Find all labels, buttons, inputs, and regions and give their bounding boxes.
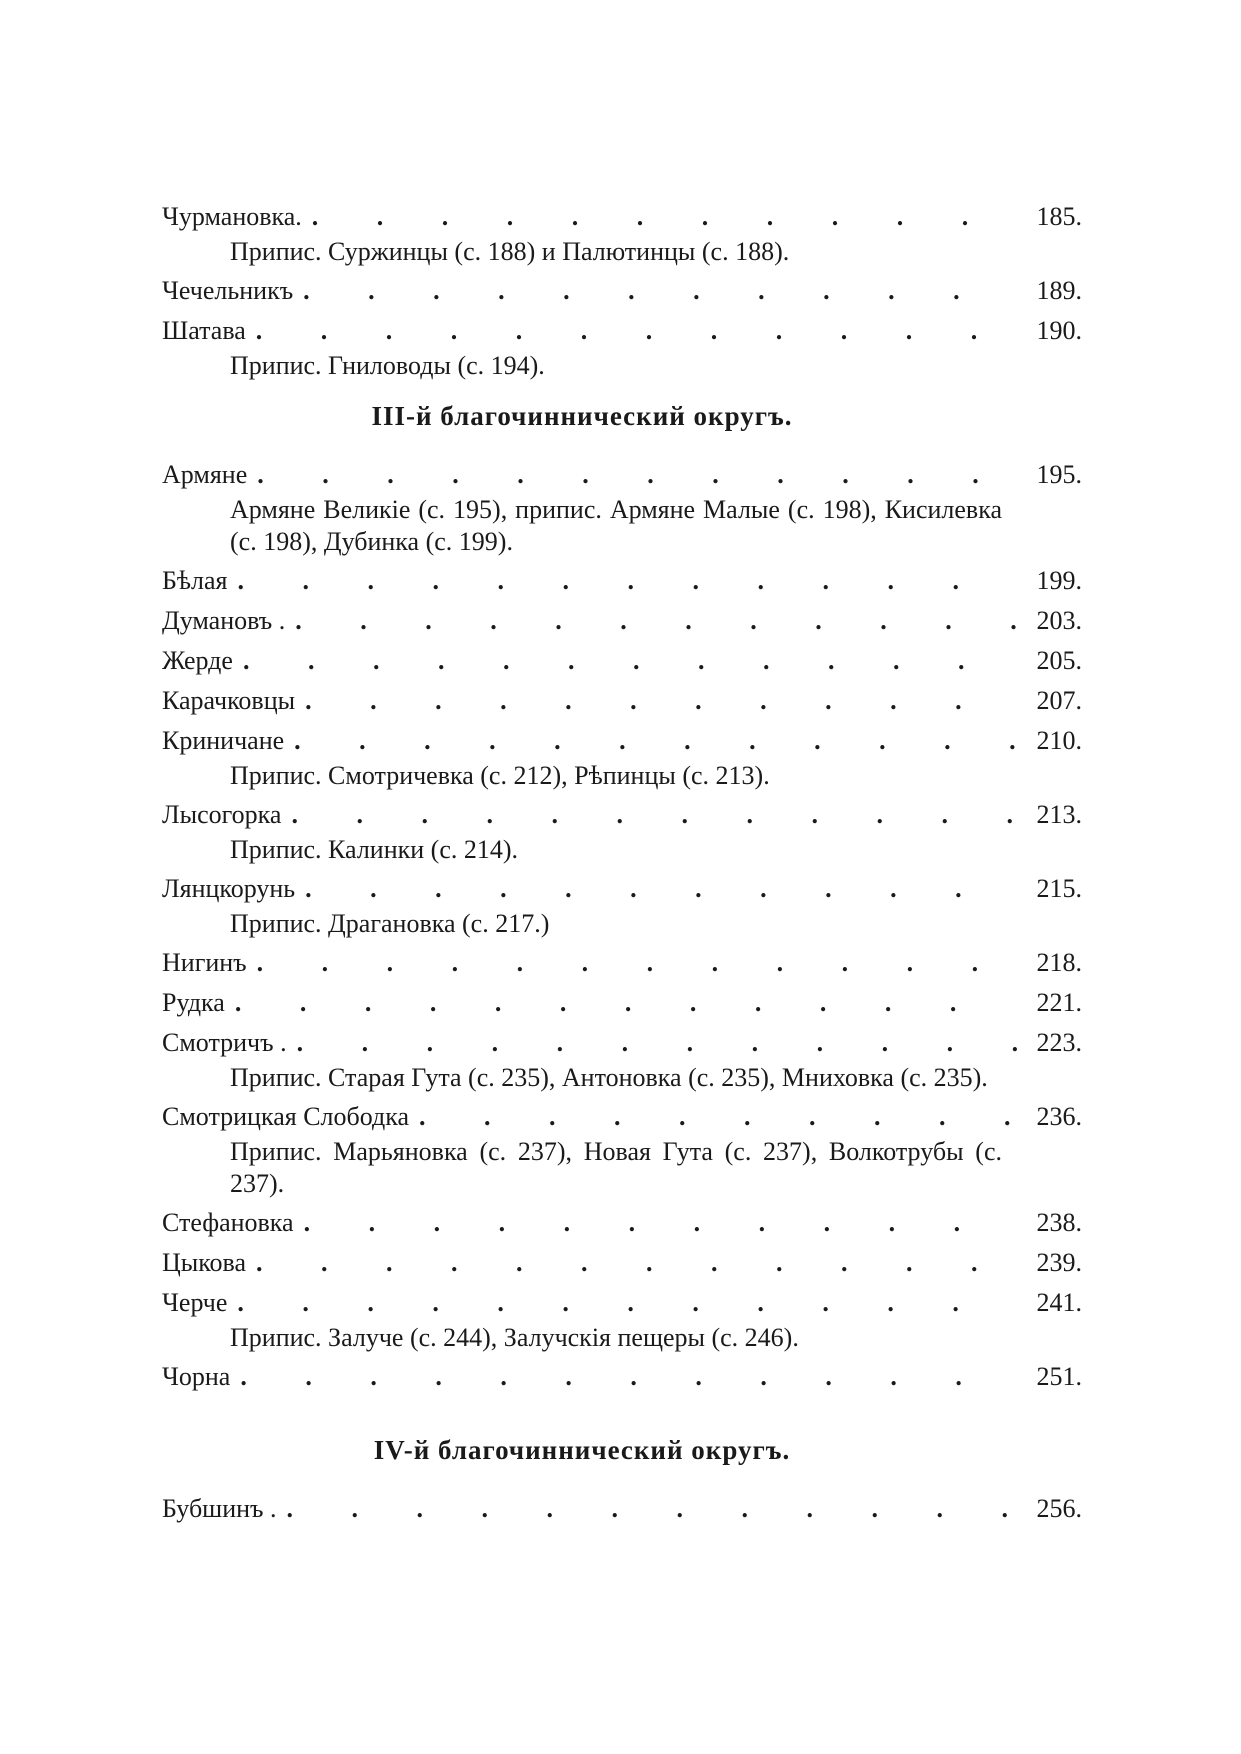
- dot-leader: [256, 1244, 1015, 1282]
- toc-entry: [162, 1204, 1082, 1242]
- section-heading: IV-й благочиннический округъ.: [373, 1435, 791, 1465]
- entry-name: Думановъ .: [162, 606, 286, 635]
- entry-subnote: Припис. Марьяновка (с. 237), Новая Гута (с. 237), Волкотрубы (с. 237).: [230, 1137, 1002, 1198]
- entry-name: Лысогорка: [162, 800, 282, 829]
- dot-leader: [304, 1204, 1019, 1242]
- entry-name: Лянцкорунь: [162, 874, 296, 903]
- toc-entry: [162, 984, 1082, 1022]
- toc-entry: [162, 312, 1082, 350]
- toc-entry: [162, 562, 1082, 600]
- entry-name: Шатава: [162, 316, 246, 345]
- toc-entry: [162, 272, 1082, 310]
- toc-entry: [162, 1358, 1082, 1396]
- table-of-contents: [162, 196, 1082, 1528]
- toc-entry: [162, 1098, 1082, 1136]
- entry-subnote: Припис. Залуче (с. 244), Залучскія пещеры (с. 246).: [230, 1323, 799, 1352]
- entry-name: Рудка: [162, 988, 225, 1017]
- toc-entry: [162, 682, 1082, 720]
- entry-name: Армяне: [162, 460, 248, 489]
- entry-page: 256.: [1036, 1494, 1082, 1523]
- dot-leader: [243, 642, 1014, 680]
- entry-name: Стефановка: [162, 1208, 294, 1237]
- dot-leader: [303, 272, 1018, 310]
- entry-page: 185.: [1036, 202, 1082, 231]
- entry-name: Смотрицкая Слободка: [162, 1102, 409, 1131]
- entry-page: 238.: [1036, 1208, 1082, 1237]
- toc-entry: [162, 870, 1082, 908]
- toc-entry: [162, 602, 1082, 640]
- entry-name: Жерде: [162, 646, 233, 675]
- dot-leader: [419, 1098, 1026, 1136]
- entry-subnote: Припис. Смотричевка (с. 212), Рѣпинцы (с. 213).: [230, 761, 770, 790]
- entry-page: 203.: [1036, 606, 1082, 635]
- dot-leader: [240, 1358, 1014, 1396]
- entry-page: 241.: [1036, 1288, 1082, 1317]
- entry-page: 199.: [1036, 566, 1082, 595]
- dot-leader: [312, 198, 1019, 236]
- entry-page: 210.: [1036, 726, 1082, 755]
- dot-leader: [291, 796, 1017, 834]
- entry-page: 215.: [1036, 874, 1082, 903]
- entry-name: Карачковцы: [162, 686, 296, 715]
- dot-leader: [286, 1490, 1017, 1528]
- entry-page: 223.: [1036, 1028, 1082, 1057]
- entry-subnote: Армяне Великіе (с. 195), припис. Армяне Малые (с. 198), Кисилевка (с. 198), Дубинка (с. 199).: [230, 495, 1002, 556]
- entry-name: Бубшинъ .: [162, 1494, 277, 1523]
- entry-page: 205.: [1036, 646, 1082, 675]
- dot-leader: [294, 722, 1017, 760]
- section-heading: III-й благочиннический округъ.: [371, 401, 793, 431]
- dot-leader: [257, 456, 1015, 494]
- entry-name: Криничане: [162, 726, 285, 755]
- entry-page: 189.: [1036, 276, 1082, 305]
- entry-page: 213.: [1036, 800, 1082, 829]
- entry-subnote: Припис. Старая Гута (с. 235), Антоновка (с. 235), Мниховка (с. 235).: [230, 1063, 988, 1092]
- entry-subnote: Припис. Гниловоды (с. 194).: [230, 351, 545, 380]
- dot-leader: [257, 944, 1015, 982]
- entry-page: 251.: [1036, 1362, 1082, 1391]
- entry-page: 218.: [1036, 948, 1082, 977]
- entry-page: 195.: [1036, 460, 1082, 489]
- entry-page: 207.: [1036, 686, 1082, 715]
- entry-name: Черче: [162, 1288, 228, 1317]
- dot-leader: [305, 682, 1018, 720]
- toc-entry: [162, 722, 1082, 760]
- entry-name: Чурмановка.: [162, 202, 302, 231]
- entry-name: Нигинъ: [162, 948, 247, 977]
- entry-page: 190.: [1036, 316, 1082, 345]
- entry-name: Чечельникъ: [162, 276, 294, 305]
- entry-page: 239.: [1036, 1248, 1082, 1277]
- dot-leader: [235, 984, 1014, 1022]
- entry-page: 221.: [1036, 988, 1082, 1017]
- entry-name: Бѣлая: [162, 566, 228, 595]
- dot-leader: [295, 602, 1018, 640]
- dot-leader: [256, 312, 1015, 350]
- entry-subnote: Припис. Суржинцы (с. 188) и Палютинцы (с. 188).: [230, 237, 790, 266]
- toc-entry: [162, 198, 1082, 236]
- toc-entry: [162, 1284, 1082, 1322]
- entry-name: Смотричъ .: [162, 1028, 287, 1057]
- entry-name: Чорна: [162, 1362, 231, 1391]
- dot-leader: [297, 1024, 1018, 1062]
- entry-name: Цыкова: [162, 1248, 247, 1277]
- toc-entry: [162, 642, 1082, 680]
- toc-entry: [162, 1024, 1082, 1062]
- dot-leader: [238, 562, 1014, 600]
- toc-entry: [162, 456, 1082, 494]
- entry-page: 236.: [1036, 1102, 1082, 1131]
- entry-subnote: Припис. Калинки (с. 214).: [230, 835, 519, 864]
- toc-entry: [162, 1490, 1082, 1528]
- dot-leader: [237, 1284, 1013, 1322]
- toc-entry: [162, 1244, 1082, 1282]
- toc-entry: [162, 796, 1082, 834]
- entry-subnote: Припис. Драгановка (с. 217.): [230, 909, 550, 938]
- toc-entry: [162, 944, 1082, 982]
- dot-leader: [305, 870, 1018, 908]
